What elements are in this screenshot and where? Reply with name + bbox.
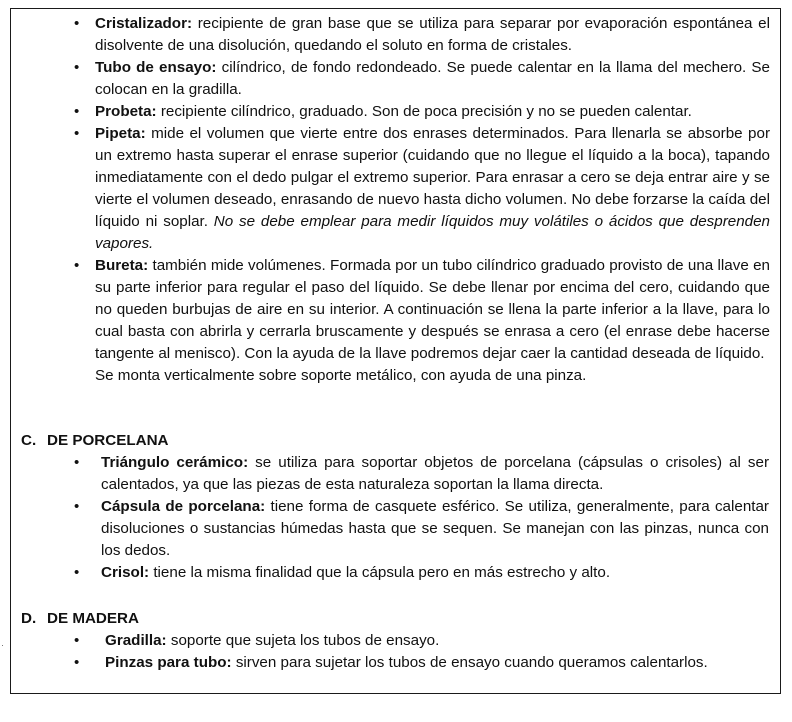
item-description: soporte que sujeta los tubos de ensayo. — [166, 632, 440, 649]
porcelain-list — [74, 452, 769, 584]
item-extra-paragraph: Se monta verticalmente sobre soporte metálico, con ayuda de una pinza. — [95, 367, 587, 384]
list-item-pipeta — [74, 123, 770, 255]
item-description: tiene la misma finalidad que la cápsula pero en más estrecho y alto. — [149, 564, 611, 581]
item-term: Cristalizador: — [95, 15, 193, 32]
item-term: Tubo de ensayo: — [95, 59, 217, 76]
item-description: recipiente cilíndrico, graduado. Son de poca precisión y no se pueden calentar. — [156, 103, 692, 120]
section-title: DE PORCELANA — [47, 432, 169, 449]
item-term: Pipeta: — [95, 125, 146, 142]
item-term: Pinzas para tubo: — [105, 654, 232, 671]
section-letter: D. — [21, 610, 37, 627]
item-description: cilíndrico, de fondo redondeado. Se puede calentar en la llama del mechero. Se colocan en la gradilla. — [95, 59, 770, 98]
list-item-triangulo-ceramico — [74, 452, 769, 496]
section-heading-porcelana — [21, 430, 169, 452]
list-item-tubo-de-ensayo — [74, 57, 770, 101]
item-term: Crisol: — [101, 564, 150, 581]
section-letter: C. — [21, 432, 37, 449]
list-item-gradilla — [74, 630, 769, 652]
item-term: Bureta: — [95, 257, 149, 274]
wood-list — [74, 630, 769, 674]
item-term: Probeta: — [95, 103, 157, 120]
section-title: DE MADERA — [47, 610, 139, 627]
bullet-icon: • — [74, 15, 80, 32]
item-term: Triángulo cerámico: — [101, 454, 249, 471]
item-description: se utiliza para soportar objetos de porcelana (cápsulas o crisoles) al ser calentados, ya que las piezas de esta naturaleza soportan la llama directa. — [101, 454, 769, 493]
glassware-list — [74, 13, 770, 387]
bullet-icon: • — [74, 125, 80, 142]
list-item-cristalizador — [74, 13, 770, 57]
item-description: tiene forma de casquete esférico. Se utiliza, generalmente, para calentar disoluciones o sustancias húmedas hasta que se sequen. Se manejan con las pinzas, nunca con los dedos. — [101, 498, 769, 559]
list-item-crisol — [74, 562, 769, 584]
bullet-icon: • — [74, 257, 80, 274]
list-item-capsula-de-porcelana — [74, 496, 769, 562]
item-warning-note: No se debe emplear para medir líquidos muy volátiles o ácidos que desprenden vapores. — [95, 213, 770, 252]
section-heading-madera — [21, 608, 139, 630]
bullet-icon: • — [74, 632, 80, 649]
bullet-icon: • — [74, 498, 80, 515]
list-item-pinzas-para-tubo — [74, 652, 769, 674]
item-description: sirven para sujetar los tubos de ensayo cuando queramos calentarlos. — [231, 654, 708, 671]
bullet-icon: • — [74, 59, 80, 76]
list-item-probeta — [74, 101, 770, 123]
bullet-icon: • — [74, 564, 80, 581]
bullet-icon: • — [74, 454, 80, 471]
bullet-icon: • — [74, 103, 80, 120]
list-item-bureta — [74, 255, 770, 387]
item-description: mide el volumen que vierte entre dos enrases determinados. Para llenarla se absorbe por un extremo hasta superar el enrase superior (cuidando que no llegue el líquido a la boca), tapando inmediatamente con el dedo pulgar el extremo superior. Para enrasar a cero se deja entrar aire y se vierte el volumen deseado, enrasando de nuevo hasta dicho volumen. No debe forzarse la caída del líquido ni soplar. — [95, 125, 770, 230]
item-term: Cápsula de porcelana: — [101, 498, 266, 515]
item-description: recipiente de gran base que se utiliza para separar por evaporación espontánea el disolvente de una disolución, quedando el soluto en forma de cristales. — [95, 15, 770, 54]
stray-mark — [2, 645, 3, 646]
bullet-icon: • — [74, 654, 80, 671]
item-term: Gradilla: — [105, 632, 167, 649]
item-description: también mide volúmenes. Formada por un tubo cilíndrico graduado provisto de una llave en su parte inferior para regular el paso del líquido. Se debe llenar por encima del cero, cuidando que no queden burbujas de aire en su interior. A continuación se llena la parte inferior a la llave, para lo cual basta con abrirla y cerrarla bruscamente y después se enrasa a cero (el enrase debe hacerse tangente al menisco). Con la ayuda de la llave podremos dejar caer la cantidad deseada de líquido. — [95, 257, 770, 362]
